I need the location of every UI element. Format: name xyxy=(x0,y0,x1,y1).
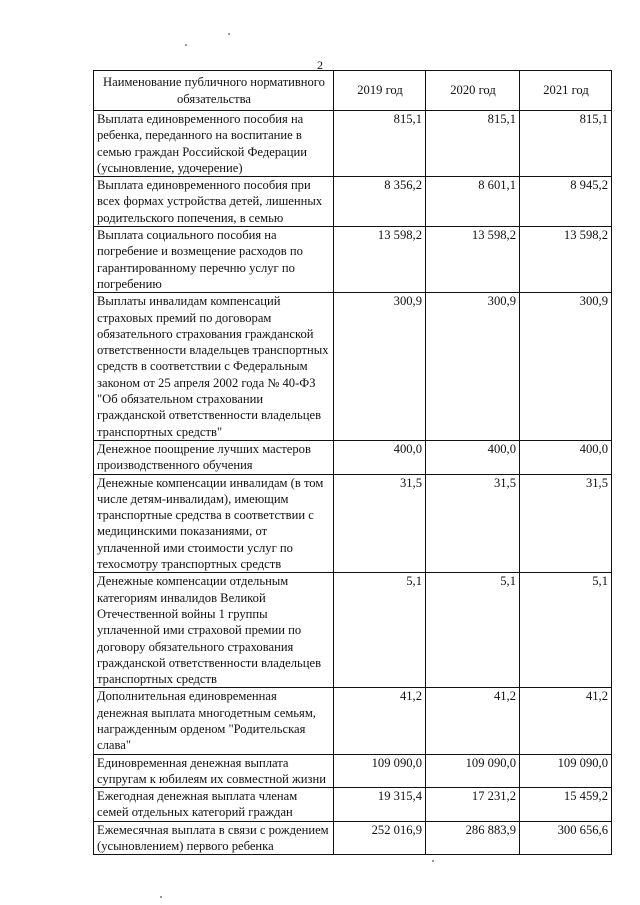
scan-speck xyxy=(160,896,162,898)
value-2021: 400,0 xyxy=(520,440,612,474)
table-header-row xyxy=(94,71,612,111)
row-name: Выплата социального пособия на погребение и возмещение расходов по гарантированному перечню услуг по погребению xyxy=(94,227,334,293)
table-row xyxy=(94,788,612,822)
value-2021: 5,1 xyxy=(520,573,612,688)
table-row xyxy=(94,474,612,573)
value-2020: 5,1 xyxy=(426,573,520,688)
row-name: Ежемесячная выплата в связи с рождением (усыновлением) первого ребенка xyxy=(94,821,334,855)
row-name: Ежегодная денежная выплата членам семей отдельных категорий граждан xyxy=(94,788,334,822)
page-number: 2 xyxy=(317,58,323,72)
value-2021: 15 459,2 xyxy=(520,788,612,822)
table-row xyxy=(94,754,612,788)
table-row xyxy=(94,111,612,177)
scan-speck xyxy=(185,44,187,46)
value-2019: 109 090,0 xyxy=(334,754,426,788)
value-2019: 400,0 xyxy=(334,440,426,474)
header-2019: 2019 год xyxy=(334,71,426,111)
obligations-table xyxy=(93,70,612,855)
value-2019: 815,1 xyxy=(334,111,426,177)
value-2020: 8 601,1 xyxy=(426,177,520,227)
value-2019: 13 598,2 xyxy=(334,227,426,293)
row-name: Дополнительная единовременная денежная выплата многодетным семьям, награжденным орденом "Родительская слава" xyxy=(94,688,334,754)
table-row xyxy=(94,227,612,293)
table-row xyxy=(94,821,612,855)
value-2020: 41,2 xyxy=(426,688,520,754)
table-row xyxy=(94,688,612,754)
table-row xyxy=(94,440,612,474)
header-2020: 2020 год xyxy=(426,71,520,111)
value-2019: 41,2 xyxy=(334,688,426,754)
scan-speck xyxy=(228,33,230,35)
row-name: Выплата единовременного пособия при всех формах устройства детей, лишенных родительского попечения, в семью xyxy=(94,177,334,227)
value-2020: 109 090,0 xyxy=(426,754,520,788)
value-2019: 5,1 xyxy=(334,573,426,688)
row-name: Выплата единовременного пособия на ребенка, переданного на воспитание в семью граждан Российской Федерации (усыновление, удочерение) xyxy=(94,111,334,177)
value-2020: 815,1 xyxy=(426,111,520,177)
value-2020: 13 598,2 xyxy=(426,227,520,293)
value-2021: 41,2 xyxy=(520,688,612,754)
value-2021: 815,1 xyxy=(520,111,612,177)
row-name: Единовременная денежная выплата супругам к юбилеям их совместной жизни xyxy=(94,754,334,788)
value-2019: 19 315,4 xyxy=(334,788,426,822)
value-2021: 31,5 xyxy=(520,474,612,573)
table-row xyxy=(94,573,612,688)
value-2020: 17 231,2 xyxy=(426,788,520,822)
value-2019: 31,5 xyxy=(334,474,426,573)
table-row xyxy=(94,177,612,227)
value-2020: 286 883,9 xyxy=(426,821,520,855)
row-name: Денежные компенсации отдельным категориям инвалидов Великой Отечественной войны 1 группы уплаченной ими страховой премии по договору обязательного страхования гражданской ответственности владельцев транспортных средств xyxy=(94,573,334,688)
value-2020: 300,9 xyxy=(426,293,520,441)
value-2021: 300 656,6 xyxy=(520,821,612,855)
header-name: Наименование публичного нормативного обязательства xyxy=(94,71,334,111)
scan-speck xyxy=(432,860,434,862)
value-2021: 13 598,2 xyxy=(520,227,612,293)
row-name: Выплаты инвалидам компенсаций страховых премий по договорам обязательного страхования гражданской ответственности владельцев транспортных средств в соответствии с Федеральным законом от 25 апреля 2002 года № 40-ФЗ "Об обязательном страховании гражданской ответственности владельцев транспортных средств" xyxy=(94,293,334,441)
value-2021: 300,9 xyxy=(520,293,612,441)
header-2021: 2021 год xyxy=(520,71,612,111)
value-2019: 300,9 xyxy=(334,293,426,441)
value-2020: 400,0 xyxy=(426,440,520,474)
value-2019: 252 016,9 xyxy=(334,821,426,855)
value-2021: 109 090,0 xyxy=(520,754,612,788)
row-name: Денежное поощрение лучших мастеров производственного обучения xyxy=(94,440,334,474)
row-name: Денежные компенсации инвалидам (в том числе детям-инвалидам), имеющим транспортные средства в соответствии с медицинскими показаниями, от уплаченной ими стоимости услуг по техосмотру транспортных средств xyxy=(94,474,334,573)
value-2021: 8 945,2 xyxy=(520,177,612,227)
table-row xyxy=(94,293,612,441)
value-2019: 8 356,2 xyxy=(334,177,426,227)
value-2020: 31,5 xyxy=(426,474,520,573)
